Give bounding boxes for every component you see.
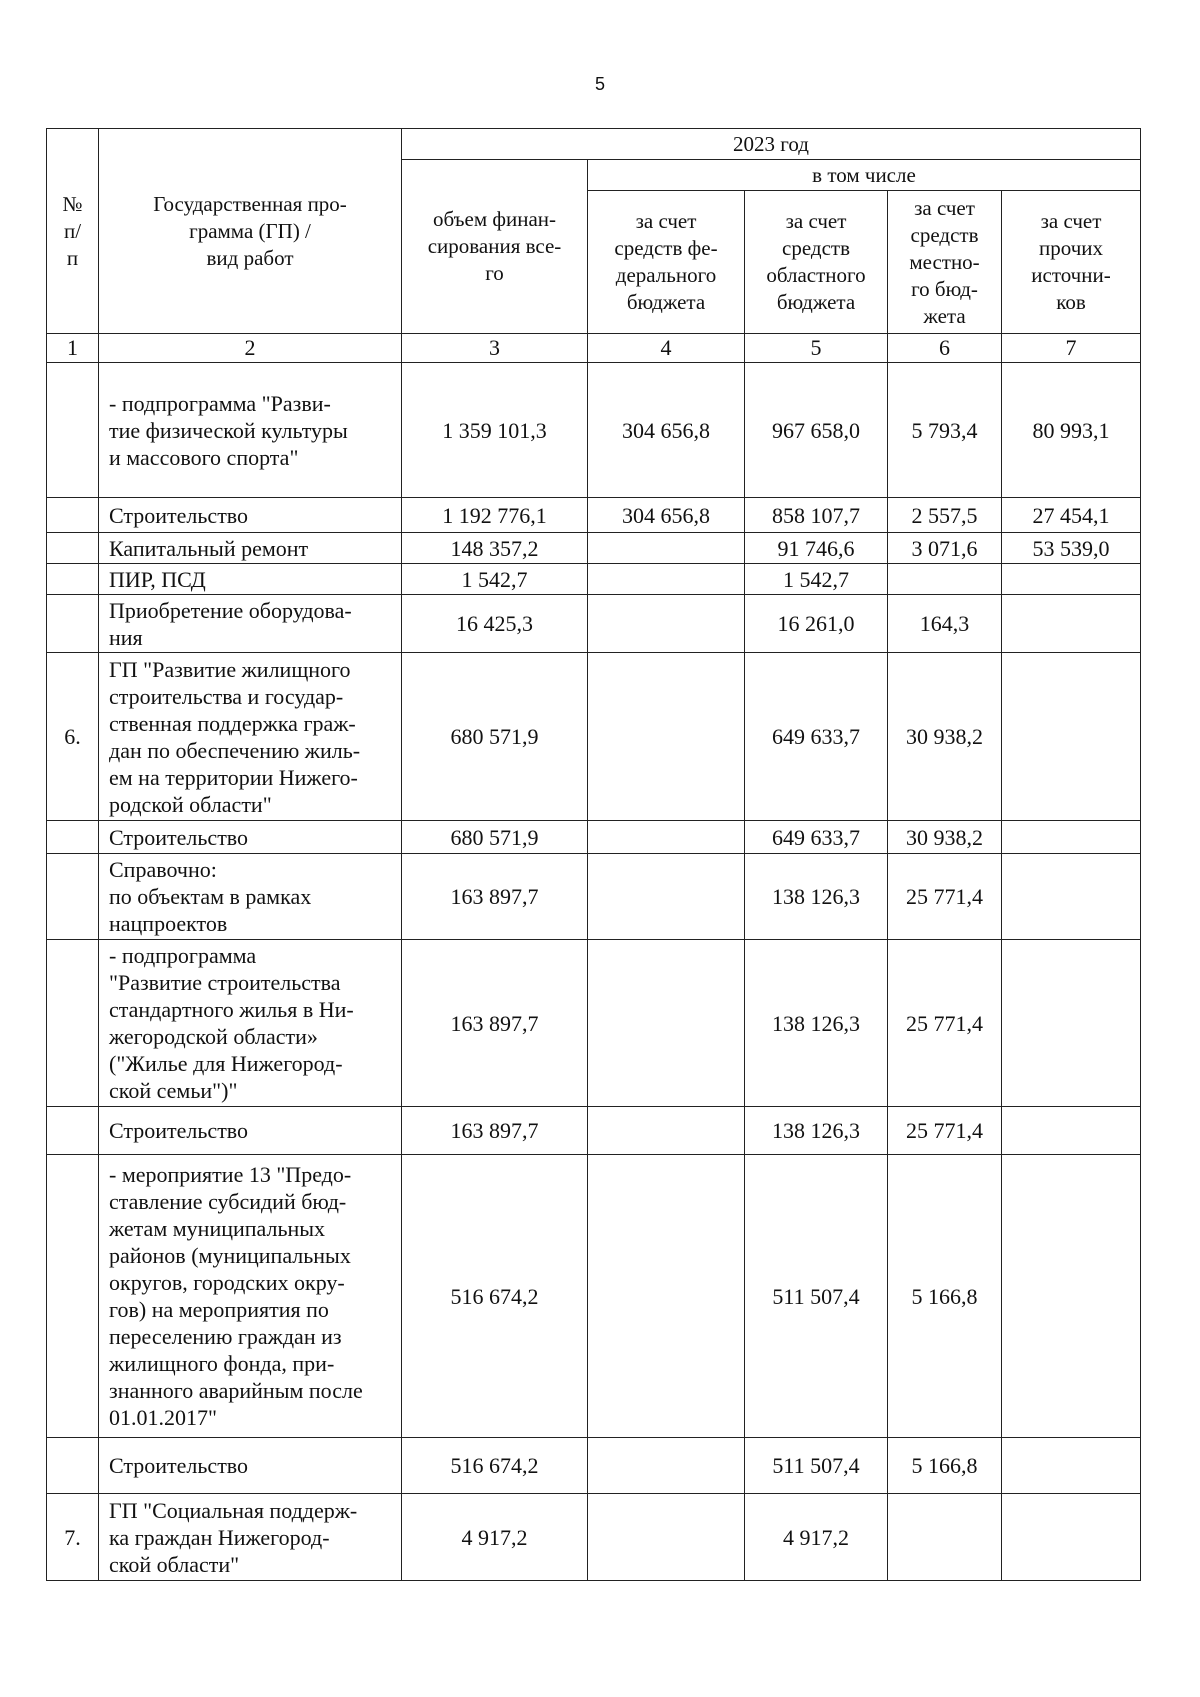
table-row (47, 498, 1141, 533)
row-total: 680 571,9 (402, 821, 588, 854)
header-number: № п/ п (47, 129, 99, 334)
row-other (1002, 653, 1141, 821)
row-number (47, 940, 99, 1107)
row-regional: 649 633,7 (745, 653, 888, 821)
row-federal (588, 653, 745, 821)
row-regional: 4 917,2 (745, 1494, 888, 1581)
budget-table (46, 128, 1141, 1581)
row-regional: 511 507,4 (745, 1438, 888, 1494)
header-federal: за счет средств фе- дерального бюджета (588, 191, 745, 334)
row-local (888, 564, 1002, 595)
row-program-name: - подпрограмма "Развитие строительства стандартного жилья в Ни- жегородской области» ("Жилье для Нижегород- ской семьи")" (99, 940, 402, 1107)
row-local: 25 771,4 (888, 1107, 1002, 1155)
row-regional: 91 746,6 (745, 533, 888, 564)
row-local (888, 1494, 1002, 1581)
header-local: за счет средств местно- го бюд- жета (888, 191, 1002, 334)
row-local: 30 938,2 (888, 653, 1002, 821)
row-program-name: Приобретение оборудова- ния (99, 595, 402, 653)
column-number: 3 (402, 334, 588, 363)
row-other (1002, 1155, 1141, 1438)
row-total: 148 357,2 (402, 533, 588, 564)
row-regional: 1 542,7 (745, 564, 888, 595)
row-program-name: - подпрограмма "Разви- тие физической культуры и массового спорта" (99, 363, 402, 498)
row-regional: 967 658,0 (745, 363, 888, 498)
row-other (1002, 821, 1141, 854)
row-local: 25 771,4 (888, 854, 1002, 940)
row-regional: 138 126,3 (745, 854, 888, 940)
column-number: 4 (588, 334, 745, 363)
header-program: Государственная про- грамма (ГП) / вид работ (99, 129, 402, 334)
table-row (47, 1494, 1141, 1581)
row-number (47, 1155, 99, 1438)
row-total: 680 571,9 (402, 653, 588, 821)
row-total: 163 897,7 (402, 854, 588, 940)
row-other: 80 993,1 (1002, 363, 1141, 498)
row-program-name: Строительство (99, 1438, 402, 1494)
table-row (47, 1438, 1141, 1494)
row-regional: 858 107,7 (745, 498, 888, 533)
row-other (1002, 1494, 1141, 1581)
table-header (47, 129, 1141, 363)
row-program-name: Капитальный ремонт (99, 533, 402, 564)
table-row (47, 854, 1141, 940)
row-local: 5 793,4 (888, 363, 1002, 498)
row-local: 3 071,6 (888, 533, 1002, 564)
row-number (47, 498, 99, 533)
column-number: 6 (888, 334, 1002, 363)
row-number (47, 854, 99, 940)
row-total: 1 359 101,3 (402, 363, 588, 498)
row-federal: 304 656,8 (588, 363, 745, 498)
row-program-name: ГП "Социальная поддерж- ка граждан Нижегород- ской области" (99, 1494, 402, 1581)
row-other (1002, 595, 1141, 653)
row-total: 1 192 776,1 (402, 498, 588, 533)
row-program-name: Строительство (99, 498, 402, 533)
table-row (47, 821, 1141, 854)
row-number (47, 363, 99, 498)
row-local: 30 938,2 (888, 821, 1002, 854)
row-total: 16 425,3 (402, 595, 588, 653)
row-federal (588, 1107, 745, 1155)
row-total: 163 897,7 (402, 940, 588, 1107)
table-row (47, 564, 1141, 595)
row-number: 6. (47, 653, 99, 821)
row-total: 4 917,2 (402, 1494, 588, 1581)
row-other: 53 539,0 (1002, 533, 1141, 564)
column-number: 2 (99, 334, 402, 363)
row-other: 27 454,1 (1002, 498, 1141, 533)
row-federal: 304 656,8 (588, 498, 745, 533)
row-program-name: ПИР, ПСД (99, 564, 402, 595)
table-row (47, 363, 1141, 498)
table-row (47, 1155, 1141, 1438)
row-total: 516 674,2 (402, 1438, 588, 1494)
table-row (47, 653, 1141, 821)
row-total: 516 674,2 (402, 1155, 588, 1438)
row-number (47, 821, 99, 854)
row-federal (588, 564, 745, 595)
table-row (47, 595, 1141, 653)
row-program-name: ГП "Развитие жилищного строительства и государ- ственная поддержка граж- дан по обеспечению жиль- ем на территории Нижего- родской области" (99, 653, 402, 821)
row-federal (588, 1494, 745, 1581)
row-federal (588, 533, 745, 564)
row-federal (588, 940, 745, 1107)
page-number: 5 (594, 74, 605, 94)
row-local: 5 166,8 (888, 1155, 1002, 1438)
table-row (47, 533, 1141, 564)
column-number: 7 (1002, 334, 1141, 363)
row-federal (588, 821, 745, 854)
column-number: 1 (47, 334, 99, 363)
row-program-name: - мероприятие 13 "Предо- ставление субсидий бюд- жетам муниципальных районов (муниципальных округов, городских окру- гов) на мероприятия по переселению граждан из жилищного фонда, при- знанного аварийным после 01.01.2017" (99, 1155, 402, 1438)
table-body (47, 363, 1141, 1581)
row-program-name: Строительство (99, 1107, 402, 1155)
row-total: 1 542,7 (402, 564, 588, 595)
table-row (47, 940, 1141, 1107)
row-other (1002, 1107, 1141, 1155)
row-federal (588, 1438, 745, 1494)
header-including: в том числе (588, 160, 1141, 191)
row-regional: 649 633,7 (745, 821, 888, 854)
row-regional: 138 126,3 (745, 940, 888, 1107)
row-number (47, 1107, 99, 1155)
header-regional: за счет средств областного бюджета (745, 191, 888, 334)
row-program-name: Справочно: по объектам в рамках нацпроектов (99, 854, 402, 940)
row-number (47, 533, 99, 564)
row-local: 5 166,8 (888, 1438, 1002, 1494)
row-other (1002, 940, 1141, 1107)
row-federal (588, 595, 745, 653)
row-regional: 511 507,4 (745, 1155, 888, 1438)
header-other: за счет прочих источни- ков (1002, 191, 1141, 334)
row-federal (588, 1155, 745, 1438)
row-number: 7. (47, 1494, 99, 1581)
row-regional: 16 261,0 (745, 595, 888, 653)
row-federal (588, 854, 745, 940)
row-number (47, 1438, 99, 1494)
table-row (47, 1107, 1141, 1155)
row-local: 25 771,4 (888, 940, 1002, 1107)
column-number: 5 (745, 334, 888, 363)
row-number (47, 564, 99, 595)
row-program-name: Строительство (99, 821, 402, 854)
header-total: объем финан- сирования все- го (402, 160, 588, 334)
row-local: 2 557,5 (888, 498, 1002, 533)
row-number (47, 595, 99, 653)
row-total: 163 897,7 (402, 1107, 588, 1155)
row-local: 164,3 (888, 595, 1002, 653)
row-other (1002, 854, 1141, 940)
row-other (1002, 1438, 1141, 1494)
row-other (1002, 564, 1141, 595)
row-regional: 138 126,3 (745, 1107, 888, 1155)
header-year: 2023 год (402, 129, 1141, 160)
